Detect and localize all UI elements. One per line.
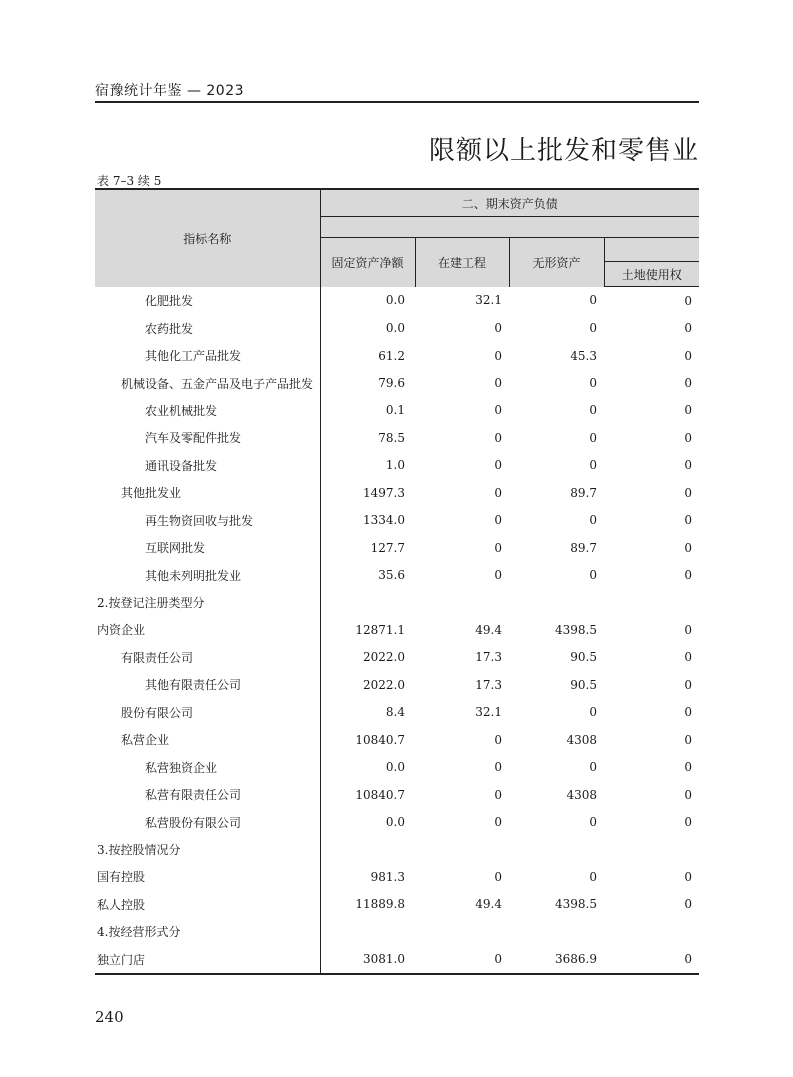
cell-value: 0.0 bbox=[385, 760, 405, 775]
row-label: 通讯设备批发 bbox=[95, 452, 320, 479]
cell-value: 0 bbox=[684, 732, 693, 747]
cell-value: 0 bbox=[494, 430, 502, 445]
row-label: 2.按登记注册类型分 bbox=[95, 589, 320, 616]
table-row bbox=[95, 836, 699, 863]
cell-value: 4398.5 bbox=[555, 897, 597, 912]
table-row bbox=[95, 561, 699, 588]
table-row bbox=[95, 534, 699, 561]
cell-value: 49.4 bbox=[475, 897, 502, 912]
table-row bbox=[95, 863, 699, 890]
row-label: 私营有限责任公司 bbox=[95, 781, 320, 808]
cell-value: 0 bbox=[494, 787, 502, 802]
row-label: 汽车及零配件批发 bbox=[95, 424, 320, 451]
cell-value: 10840.7 bbox=[355, 732, 405, 747]
cell-value bbox=[415, 918, 509, 945]
cell-value: 89.7 bbox=[570, 540, 597, 555]
cell-value: 0 bbox=[684, 293, 693, 308]
section-title: 限额以上批发和零售业 bbox=[428, 136, 699, 166]
table-row bbox=[95, 369, 699, 396]
row-label: 其他化工产品批发 bbox=[95, 342, 320, 369]
cell-value: 79.6 bbox=[378, 376, 405, 391]
cell-value: 0 bbox=[684, 705, 693, 720]
indicator-name-header: 指标名称 bbox=[95, 189, 320, 287]
cell-value: 0 bbox=[589, 376, 597, 391]
cell-value bbox=[415, 836, 509, 863]
table-row bbox=[95, 726, 699, 753]
table-row bbox=[95, 479, 699, 506]
column-header-land-use-right: 土地使用权 bbox=[604, 262, 699, 287]
cell-value: 17.3 bbox=[475, 677, 502, 692]
cell-value: 12871.1 bbox=[355, 622, 405, 637]
cell-value: 0.0 bbox=[385, 293, 405, 308]
cell-value: 0 bbox=[684, 787, 693, 802]
cell-value: 2022.0 bbox=[363, 677, 405, 692]
row-label: 国有控股 bbox=[95, 863, 320, 890]
cell-value: 4308 bbox=[566, 732, 597, 747]
cell-value: 32.1 bbox=[475, 293, 502, 308]
table-row bbox=[95, 589, 699, 616]
cell-value: 32.1 bbox=[475, 705, 502, 720]
cell-value: 1334.0 bbox=[363, 513, 405, 528]
cell-value: 0.0 bbox=[385, 321, 405, 336]
table-body bbox=[95, 287, 699, 974]
row-label: 私营企业 bbox=[95, 726, 320, 753]
header-rule bbox=[95, 101, 699, 103]
row-label: 再生物资回收与批发 bbox=[95, 507, 320, 534]
cell-value: 0 bbox=[494, 513, 502, 528]
row-label: 其他有限责任公司 bbox=[95, 671, 320, 698]
table-row bbox=[95, 699, 699, 726]
cell-value: 0 bbox=[589, 403, 597, 418]
cell-value: 61.2 bbox=[378, 348, 405, 363]
cell-value: 0 bbox=[684, 622, 693, 637]
cell-value: 0 bbox=[684, 376, 693, 391]
cell-value: 0 bbox=[494, 760, 502, 775]
cell-value: 0 bbox=[684, 650, 693, 665]
cell-value: 0 bbox=[684, 897, 693, 912]
table-row bbox=[95, 397, 699, 424]
statistics-table-container bbox=[95, 188, 699, 975]
row-label: 私营独资企业 bbox=[95, 753, 320, 780]
cell-value: 10840.7 bbox=[355, 787, 405, 802]
table-row bbox=[95, 946, 699, 974]
cell-value bbox=[509, 918, 604, 945]
row-label: 4.按经营形式分 bbox=[95, 918, 320, 945]
cell-value: 0 bbox=[684, 485, 693, 500]
row-label: 私人控股 bbox=[95, 891, 320, 918]
cell-value: 78.5 bbox=[378, 430, 405, 445]
page-number: 240 bbox=[95, 1008, 124, 1026]
cell-value: 0.1 bbox=[385, 403, 405, 418]
column-header-blank bbox=[604, 238, 699, 262]
cell-value: 4398.5 bbox=[555, 622, 597, 637]
table-row bbox=[95, 781, 699, 808]
table-header bbox=[95, 189, 699, 287]
cell-value: 89.7 bbox=[570, 485, 597, 500]
cell-value: 49.4 bbox=[475, 622, 502, 637]
cell-value: 0 bbox=[589, 568, 597, 583]
cell-value: 0 bbox=[589, 458, 597, 473]
row-label: 股份有限公司 bbox=[95, 699, 320, 726]
cell-value: 0 bbox=[684, 677, 693, 692]
row-label: 有限责任公司 bbox=[95, 644, 320, 671]
cell-value: 0 bbox=[684, 568, 693, 583]
cell-value: 35.6 bbox=[378, 568, 405, 583]
table-row bbox=[95, 452, 699, 479]
cell-value: 2022.0 bbox=[363, 650, 405, 665]
cell-value: 0 bbox=[494, 485, 502, 500]
row-label: 农业机械批发 bbox=[95, 397, 320, 424]
cell-value: 17.3 bbox=[475, 650, 502, 665]
cell-value: 0 bbox=[684, 458, 693, 473]
cell-value: 0 bbox=[415, 946, 509, 974]
cell-value: 0 bbox=[494, 540, 502, 555]
table-row bbox=[95, 891, 699, 918]
cell-value bbox=[320, 918, 415, 945]
cell-value: 0 bbox=[494, 403, 502, 418]
cell-value: 0 bbox=[494, 348, 502, 363]
cell-value bbox=[604, 589, 699, 616]
table-row bbox=[95, 287, 699, 315]
cell-value: 0 bbox=[684, 513, 693, 528]
cell-value: 45.3 bbox=[570, 348, 597, 363]
table-row bbox=[95, 424, 699, 451]
yearbook-title: 宿豫统计年鉴 — 2023 bbox=[95, 83, 245, 99]
cell-value: 3686.9 bbox=[509, 946, 604, 974]
cell-value: 0 bbox=[589, 430, 597, 445]
table-row bbox=[95, 808, 699, 835]
cell-value: 0 bbox=[494, 458, 502, 473]
cell-value: 981.3 bbox=[370, 869, 405, 884]
column-header-fixed-assets: 固定资产净额 bbox=[320, 238, 415, 287]
cell-value: 0 bbox=[589, 321, 597, 336]
table-row bbox=[95, 753, 699, 780]
cell-value: 0 bbox=[589, 293, 597, 308]
cell-value bbox=[415, 589, 509, 616]
cell-value: 0 bbox=[684, 815, 693, 830]
table-row bbox=[95, 644, 699, 671]
cell-value: 0 bbox=[589, 513, 597, 528]
row-label: 独立门店 bbox=[95, 946, 320, 974]
cell-value: 0 bbox=[494, 321, 502, 336]
cell-value: 11889.8 bbox=[355, 897, 405, 912]
group-subheader-blank bbox=[320, 217, 699, 238]
cell-value: 0 bbox=[684, 321, 693, 336]
cell-value: 0 bbox=[494, 732, 502, 747]
table-row bbox=[95, 671, 699, 698]
cell-value: 0 bbox=[589, 760, 597, 775]
row-label: 其他未列明批发业 bbox=[95, 561, 320, 588]
cell-value: 0 bbox=[684, 760, 693, 775]
cell-value: 0 bbox=[494, 815, 502, 830]
cell-value: 1.0 bbox=[385, 458, 405, 473]
cell-value bbox=[604, 836, 699, 863]
cell-value: 0 bbox=[589, 705, 597, 720]
cell-value: 0 bbox=[684, 869, 693, 884]
cell-value bbox=[509, 589, 604, 616]
cell-value: 1497.3 bbox=[363, 485, 405, 500]
table-row bbox=[95, 507, 699, 534]
row-label: 3.按控股情况分 bbox=[95, 836, 320, 863]
row-label: 农药批发 bbox=[95, 314, 320, 341]
cell-value: 90.5 bbox=[570, 650, 597, 665]
cell-value: 8.4 bbox=[385, 705, 405, 720]
table-row bbox=[95, 918, 699, 945]
cell-value: 127.7 bbox=[370, 540, 405, 555]
cell-value: 0 bbox=[684, 348, 693, 363]
table-row bbox=[95, 342, 699, 369]
row-label: 其他批发业 bbox=[95, 479, 320, 506]
cell-value: 0 bbox=[494, 869, 502, 884]
cell-value: 0 bbox=[589, 869, 597, 884]
cell-value: 90.5 bbox=[570, 677, 597, 692]
cell-value: 0 bbox=[589, 815, 597, 830]
row-label: 内资企业 bbox=[95, 616, 320, 643]
table-label: 表 7–3 续 5 bbox=[97, 174, 162, 188]
column-header-construction: 在建工程 bbox=[415, 238, 509, 287]
cell-value: 0.0 bbox=[385, 815, 405, 830]
group-header: 二、期末资产负债 bbox=[320, 189, 699, 217]
cell-value: 0 bbox=[604, 946, 699, 974]
cell-value: 0 bbox=[684, 403, 693, 418]
row-label: 私营股份有限公司 bbox=[95, 808, 320, 835]
cell-value: 0 bbox=[494, 568, 502, 583]
cell-value: 4308 bbox=[566, 787, 597, 802]
row-label: 互联网批发 bbox=[95, 534, 320, 561]
cell-value bbox=[320, 589, 415, 616]
statistics-table bbox=[95, 188, 699, 975]
cell-value: 3081.0 bbox=[320, 946, 415, 974]
cell-value: 0 bbox=[684, 430, 693, 445]
column-header-intangible-assets: 无形资产 bbox=[509, 238, 604, 287]
cell-value bbox=[604, 918, 699, 945]
cell-value: 0 bbox=[494, 376, 502, 391]
cell-value bbox=[509, 836, 604, 863]
row-label: 机械设备、五金产品及电子产品批发 bbox=[95, 369, 320, 396]
cell-value bbox=[320, 836, 415, 863]
cell-value: 0 bbox=[684, 540, 693, 555]
row-label: 化肥批发 bbox=[95, 287, 320, 315]
table-row bbox=[95, 616, 699, 643]
table-row bbox=[95, 314, 699, 341]
